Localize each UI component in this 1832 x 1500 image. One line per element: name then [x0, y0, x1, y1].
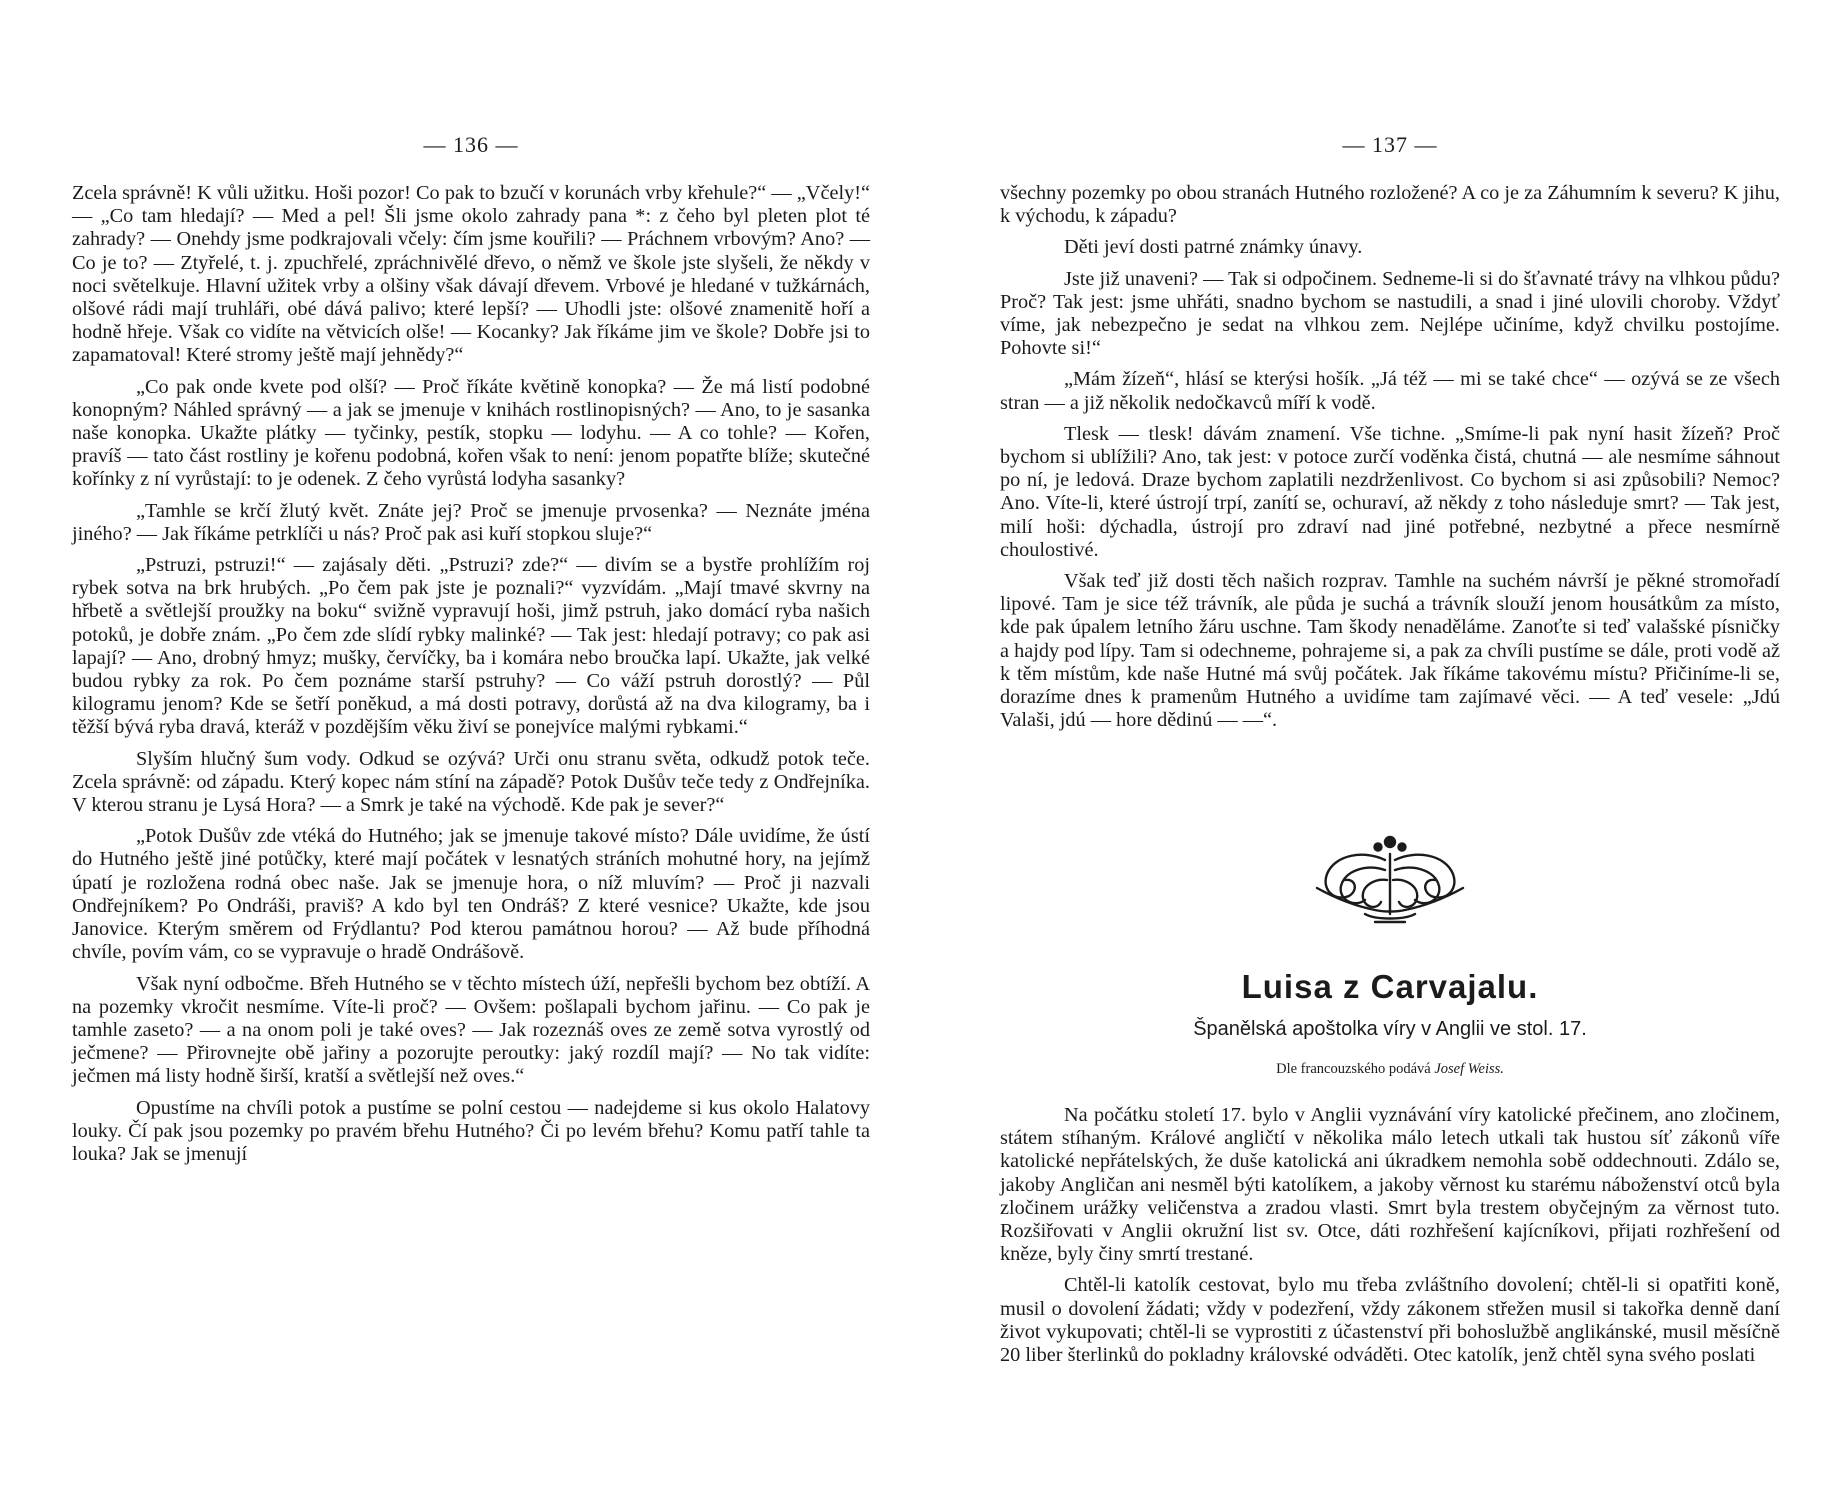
left-page-text	[72, 182, 870, 1174]
paragraph: Tlesk — tlesk! dávám znamení. Vše tichne. „Smíme-li pak nyní hasit žízeň? Proč bychom si ublížili? Ano, tak jest: v potoce zurčí voděnka čistá, chutná — ale nesmíme sáhnout po ní, je ledová. Draze bychom zaplatili nezdrženlivost. Co bychom si asi způsobili? Nemoc? Ano. Víte-li, které ústrojí trpí, zanítí se, ochuraví, až někdy z toho následuje smrt? — Tak jest, milí hoši: dýchadla, ústrojí pro zdraví nad jiné potřebné, nezbytné a přece nesmírně choulostivé.	[1000, 422, 1780, 561]
paragraph: Však nyní odbočme. Břeh Hutného se v těchto místech úží, nepřešli bychom bez obtíží. A na pozemky vkročit nesmíme. Víte-li proč? — Ovšem: pošlapali bychom jařinu. — Co pak je tamhle zaseto? — a na onom poli je také oves? — Jak rozeznáš oves ze země sotva vyrostlý od ječmene? — Přirovnejte obě jařiny a pozorujte peroutky: jaký rozdíl mají? — No tak vidíte: ječmen má listy hodně širší, kratší a světlejší než oves.“	[72, 972, 870, 1088]
page-number: — 137 —	[1342, 132, 1438, 157]
right-page-text	[1000, 182, 1780, 740]
paragraph: všechny pozemky po obou stranách Hutného rozložené? A co je za Záhumním k severu? K jihu, k východu, k západu?	[1000, 182, 1780, 228]
article-text	[1000, 1104, 1780, 1375]
article-credit	[1000, 1061, 1780, 1078]
credit-author: Josef Weiss.	[1434, 1061, 1504, 1077]
paragraph: Však teď již dosti těch našich rozprav. Tamhle na suchém návrší je pěkné stromořadí lipové. Tam je sice též trávník, ale půda je suchá a trávník slouží jenom housátkům za místo, kde pak úpalem letního žáru uschne. Tam škody nenaděláme. Zanoťte si teď valašské písničky a hajdy pod lípy. Tam si odechneme, pohrajeme si, a pak za chvíli pustíme se dále, proti vodě až k těm místům, kde naše Hutné má svůj počátek. Jak říkáme takovému místu? Přičiníme-li se, dorazíme dnes k pramenům Hutného a uvidíme tam zajímavé věci. — A teď vesele: „Jdú Valaši, jdú — hore dědinú — —“.	[1000, 570, 1780, 732]
paragraph: „Tamhle se krčí žlutý květ. Znáte jej? Proč se jmenuje prvosenka? — Neznáte jména jiného? — Jak říkáme petrklíči u nás? Proč pak asi kuří stopkou sluje?“	[72, 499, 870, 545]
paragraph: „Co pak onde kvete pod olší? — Proč říkáte květině konopka? — Že má listí podobné konopným? Náhled správný — a jak se jmenuje v knihách rostlinopisných? — Ano, to je sasanka naše konopka. Ukažte plátky — tyčinky, pestík, stopku — lodyhu. — A co tohle? — Kořen, pravíš — tato část rostliny je kořenu podobná, kořen však to není: jenom popatřte blíže; skutečné kořínky z ní vyrůstají: to je odenek. Z čeho vyrůstá lodyha sasanky?	[72, 375, 870, 491]
paragraph: „Mám žízeň“, hlásí se kterýsi hošík. „Já též — mi se také chce“ — ozývá se ze všech stran — a již několik nedočkavců míří k vodě.	[1000, 368, 1780, 414]
paragraph: „Potok Dušův zde vtéká do Hutného; jak se jmenuje takové místo? Dále uvidíme, že ústí do Hutného ještě jiné potůčky, které mají počátek v lesnatých stráních mohutné hory, na jejímž úpatí je rozložena rodná obec naše. Jak se jmenuje hora, o níž mluvím? — Proč ji nazvali Ondřejníkem? Po Ondráši, praviš? A kdo byl ten Ondráš? Z které vesnice? Ukažte, kde jsou Janovice. Kterým směrem od Frýdlantu? Pod kterou památnou horou? — Až bude příhodná chvíle, povím vám, co se vypravuje o hradě Ondrášově.	[72, 825, 870, 964]
fleuron-ornament-icon	[1305, 832, 1475, 932]
credit-prefix: Dle francouzského podává	[1276, 1061, 1431, 1077]
paragraph: Chtěl-li katolík cestovat, bylo mu třeba zvláštního dovolení; chtěl-li si opatřiti koně, musil o dovolení žádati; vždy v podezření, vždy zákonem střežen musil si takořka denně daní život vykupovati; chtěl-li se vyprostiti z účastenství při bohoslužbě anglikánské, musil měsíčně 20 liber šterlinků do pokladny královské odváděti. Otec katolík, jenž chtěl syna svého poslati	[1000, 1274, 1780, 1367]
page-number: — 136 —	[423, 132, 519, 157]
paragraph: Na počátku století 17. bylo v Anglii vyznávání víry katolické přečinem, ano zločinem, státem stíhaným. Králové angličtí v několika málo letech utkali tak hustou síť zákonů víře katolické nepřátelských, že duše katolická ani úkradkem nemohla sobě oddechnouti. Zdálo se, jakoby Angličan ani nesměl býti katolíkem, a jakoby věrnost ku starému náboženství otců byla zločinem urážky veličenstva a zradou vlasti. Smrt byla trestem obyčejným za věrnost tuto. Rozšiřovati v Anglii okružní list sv. Otce, dáti rozhřešení kajícníkovi, přijati rozhřešení od kněze, byly činy smrtí trestané.	[1000, 1104, 1780, 1266]
ornament	[1000, 832, 1780, 937]
paragraph: Zcela správně! K vůli užitku. Hoši pozor! Co pak to bzučí v korunách vrby křehule?“ — „Včely!“ — „Co tam hledají? — Med a pel! Šli jsme okolo zahrady pana *: z čeho byl pleten plot té zahrady? — Onehdy jsme podkrajovali včely: čím jsme kouřili? — Práchnem vrbovým? Ano? — Co je to? — Ztyřelé, t. j. zpuchřelé, zpráchnivělé dřevo, o němž ve škole jste slyšeli, že někdy v noci světelkuje. Hlavní užitek vrby a olšiny však dávají dřevem. Vrbové je hledané v tužkárnách, olšové rádi mají truhláři, obé dává palivo; které lepší? — Uhodli jste: olšové znamenitě hoří a hodně hřeje. Však co vidíte na větvicích olše! — Kocanky? Jak říkáme jim ve škole? Dobře jsi to zapamatoval! Které stromy ještě mají jehnědy?“	[72, 182, 870, 367]
paragraph: „Pstruzi, pstruzi!“ — zajásaly děti. „Pstruzi? zde?“ — divím se a bystře prohlížím roj rybek sotva na brk hrubých. „Po čem pak jste je poznali?“ vyzvídám. „Mají tmavé skvrny na hřbetě a světlejší proužky na boku“ svižně vypravují hoši, jimž pstruh, jako domácí ryba našich potoků, je dobře znám. „Po čem zde slídí rybky malinké? — Tak jest: hledají potravy; co pak asi lapají? — Ano, drobný hmyz; mušky, červíčky, ba i komára nebo broučka lapí. Ukažte, jak velké budou rybky za rok. Po čem poznáme starší pstruhy? — Co váží pstruh dorostlý? — Půl kilogramu jenom? Kde se šetří poněkud, a má dosti potravy, dorůstá až na dva kilogramy, ba i těžší bývá ryba dravá, kteráž v pozdějším věku živí se ponejvíce malými rybkami.“	[72, 554, 870, 739]
article-title: Luisa z Carvajalu.	[1241, 968, 1539, 1005]
paragraph: Opustíme na chvíli potok a pustíme se polní cestou — nadejdeme si kus okolo Halatovy louky. Čí pak jsou pozemky po pravém břehu Hutného? Či po levém břehu? Komu patří tahle ta louka? Jak se jmenují	[72, 1096, 870, 1165]
paragraph: Jste již unaveni? — Tak si odpočinem. Sedneme-li si do šťavnaté trávy na vlhkou půdu? Proč? Tak jest: jsme uhřáti, snadno bychom se nastudili, a snad i jiné ulovili choroby. Vždyť víme, jak nebezpečno je sedat na vlhkou zem. Nejlépe učiníme, když chvilku postojíme. Pohovte si!“	[1000, 267, 1780, 360]
article-subtitle: Španělská apoštolka víry v Anglii ve stol. 17.	[1193, 1018, 1587, 1040]
paragraph: Děti jeví dosti patrné známky únavy.	[1064, 236, 1363, 259]
paragraph: Slyším hlučný šum vody. Odkud se ozývá? Urči onu stranu světa, odkudž potok teče. Zcela správně: od západu. Který kopec nám stíní na západě? Potok Dušův teče tedy z Ondřejníka. V kterou stranu je Lysá Hora? — a Smrk je také na východě. Kde pak je sever?“	[72, 747, 870, 817]
